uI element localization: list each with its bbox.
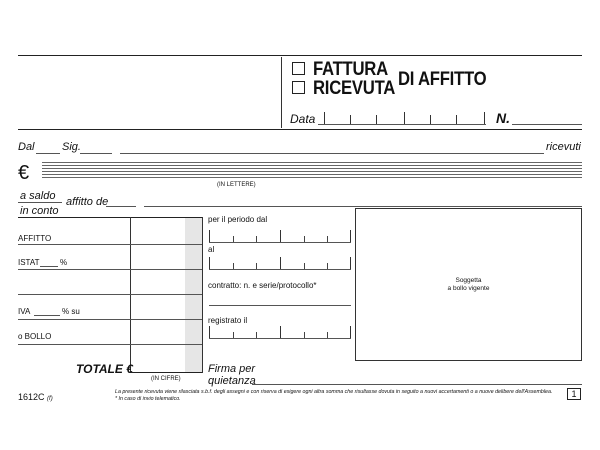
period-mark [280, 230, 281, 242]
affitto-label: affitto de [66, 196, 109, 208]
ricevuta-label: RICEVUTA [313, 78, 396, 99]
items-row-line [18, 344, 202, 345]
registered-tick [256, 332, 257, 338]
stripe-line [42, 177, 582, 178]
registered-tick [327, 332, 328, 338]
euro-symbol: € [18, 162, 30, 184]
bollo-row-label: o BOLLO [18, 332, 52, 341]
number-label: N. [496, 110, 510, 126]
signature-field-line[interactable] [252, 384, 582, 385]
top-border [18, 55, 582, 56]
date-mark [484, 112, 485, 124]
ricevuta-checkbox[interactable] [292, 81, 305, 94]
saldo-label: a saldo [20, 190, 56, 202]
stamp-box [355, 208, 582, 361]
period-tick [256, 263, 257, 269]
telematic-note: * In caso di invio telematico. [115, 396, 181, 402]
period-tick [304, 236, 305, 242]
iva-pct-label: % su [62, 307, 80, 316]
registered-mark [280, 326, 281, 338]
period-to-label: al [208, 245, 215, 254]
page-number: 1 [571, 389, 577, 399]
from-label: Dal [18, 141, 35, 153]
period-to-field[interactable] [209, 269, 351, 270]
form-code-number: 1612C [18, 392, 45, 402]
period-from-field[interactable] [209, 242, 351, 243]
period-mark [350, 257, 351, 269]
conto-label: in conto [20, 205, 59, 217]
registered-field[interactable] [209, 338, 351, 339]
iva-row-label: IVA [18, 307, 31, 316]
items-row-line [18, 269, 202, 270]
disclaimer-text: La presente ricevuta viene rilasciata s.b.f. degli assegni e con riserva di esigere ogni altra somma che risultasse dovuta in seguito a nuovi accertamenti o a nuove delibere dell'Assemblea. [115, 389, 553, 395]
affitto-row-label: AFFITTO [18, 234, 52, 243]
page-number-box [567, 388, 581, 400]
stripe-line [42, 162, 582, 163]
iva-pct-line[interactable] [34, 315, 60, 316]
items-table-top [18, 217, 202, 218]
istat-pct-symbol: % [60, 258, 68, 267]
in-words-caption: (IN LETTERE) [217, 182, 256, 188]
fattura-checkbox[interactable] [292, 62, 305, 75]
items-col-divider [130, 217, 131, 373]
date-mark [324, 112, 325, 124]
stripe-line [42, 165, 582, 166]
stripe-line [42, 168, 582, 169]
date-mark [456, 115, 457, 124]
contract-field[interactable] [209, 305, 351, 306]
form-code-suffix: (f) [47, 396, 53, 402]
date-field-line[interactable] [318, 124, 486, 125]
registered-label: registrato il [208, 316, 248, 325]
payer-name-line[interactable] [120, 153, 544, 154]
period-tick [256, 236, 257, 242]
stamp-box-text [356, 277, 581, 293]
date-label: Data [290, 112, 316, 126]
stamp-text-line2: a bollo vigente [447, 285, 490, 292]
period-mark [209, 257, 210, 269]
registered-mark [350, 326, 351, 338]
period-tick [327, 236, 328, 242]
items-right-border [202, 217, 203, 373]
registered-tick [233, 332, 234, 338]
contract-label: contratto: n. e serie/protocollo* [208, 281, 317, 290]
header-separator [281, 57, 282, 128]
period-from-label: per il periodo dal [208, 215, 268, 224]
period-tick [233, 236, 234, 242]
items-table-bottom [130, 372, 202, 373]
document-title: DI AFFITTO [398, 69, 487, 90]
stripe-line [42, 174, 582, 175]
period-mark [209, 230, 210, 242]
stamp-text-line1: Soggetta [455, 277, 482, 284]
saldo-underline [18, 202, 62, 203]
header-divider [18, 129, 582, 130]
period-tick [304, 263, 305, 269]
signature-label-line1: Firma per [208, 363, 256, 375]
signature-label-line2: quietanza [208, 375, 256, 387]
period-tick [233, 263, 234, 269]
form-code [18, 392, 53, 402]
footer-disclaimer [115, 389, 565, 403]
total-label: TOTALE € [76, 362, 133, 376]
registered-mark [209, 326, 210, 338]
amount-in-words-field[interactable] [42, 161, 582, 179]
items-row-line [18, 294, 202, 295]
date-mark [430, 115, 431, 124]
affitto-period-line[interactable] [144, 206, 582, 207]
istat-row-label: ISTAT [18, 258, 40, 267]
date-mark [376, 115, 377, 124]
registered-tick [304, 332, 305, 338]
fattura-label: FATTURA [313, 59, 388, 80]
istat-pct-line[interactable] [40, 266, 58, 267]
date-mark [404, 112, 405, 124]
sig-field-line[interactable] [80, 153, 112, 154]
stripe-line [42, 171, 582, 172]
date-mark [350, 115, 351, 124]
items-row-line [18, 319, 202, 320]
amount-shade [185, 218, 202, 372]
period-mark [280, 257, 281, 269]
period-tick [327, 263, 328, 269]
sig-label: Sig. [62, 141, 81, 153]
affitto-field-line[interactable] [106, 206, 136, 207]
number-field-line[interactable] [512, 124, 582, 125]
in-figures-caption: (IN CIFRE) [151, 376, 181, 382]
received-label: ricevuti [546, 141, 581, 153]
period-mark [350, 230, 351, 242]
items-row-line [18, 244, 202, 245]
from-field-line[interactable] [36, 153, 60, 154]
